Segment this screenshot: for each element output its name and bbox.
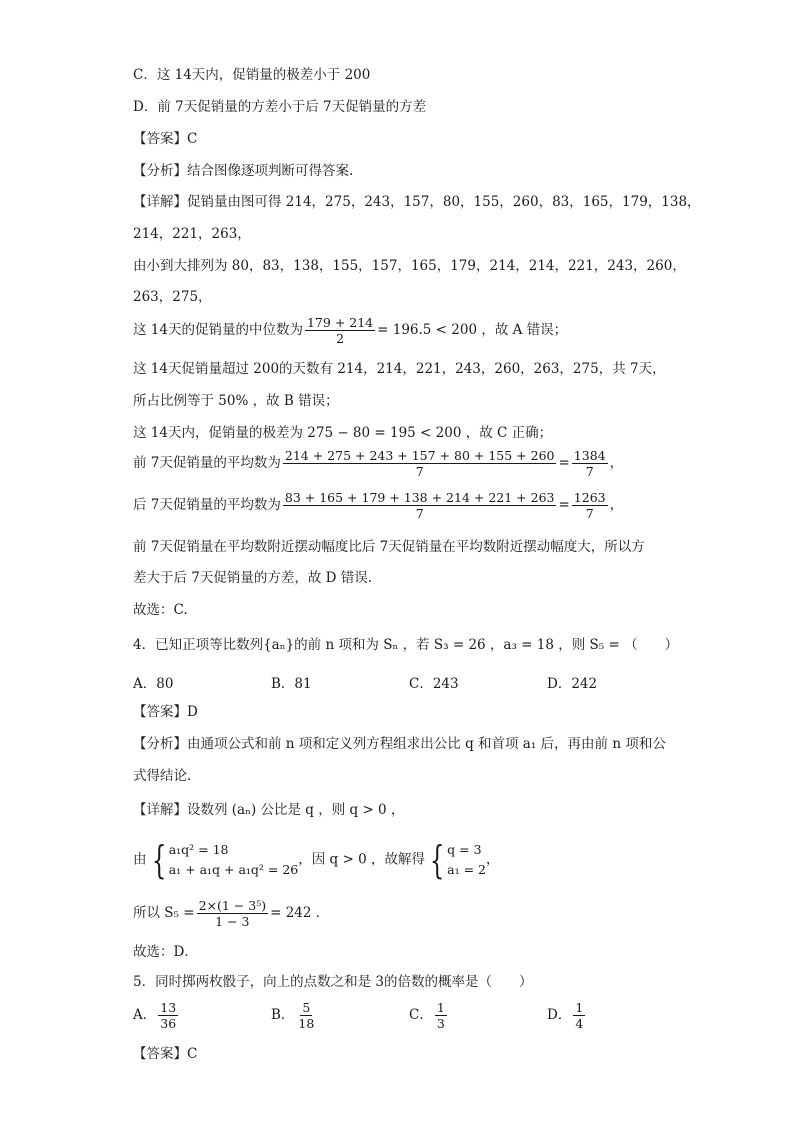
median-denominator: 2 [336, 331, 345, 346]
option-numerator: 1 [436, 1000, 445, 1015]
sum-prefix: 所以 S₅ = [133, 905, 195, 921]
sum-fraction [197, 898, 269, 929]
mean1-denominator: 7 [415, 464, 424, 479]
option-denominator: 4 [575, 1016, 584, 1031]
q4-analysis-line-1 [133, 735, 666, 753]
left-brace: { [429, 838, 445, 882]
option-denominator: 36 [160, 1016, 177, 1031]
mean1-prefix: 前 7天促销量的平均数为 [133, 455, 281, 471]
q3-over-200-line-1: 这 14天促销量超过 200的天数有 214，214，221，243，260，263，275，共 7天， [133, 361, 666, 377]
mean1-fraction [283, 448, 557, 479]
system-row-2: a₁ + a₁q + a₁q² = 26 [168, 862, 299, 877]
q4-analysis-line-2: 式得结论． [133, 768, 201, 784]
option-fraction [158, 1000, 178, 1031]
detail-text: 设数列 (aₙ) 公比是 q ，则 q > 0 ， [187, 802, 405, 818]
detail-tag: 【详解】 [133, 194, 187, 210]
q5-stem: 5．同时掷两枚骰子，向上的点数之和是 3的倍数的概率是（ ） [133, 974, 533, 990]
q4-option-c: C．243 [409, 676, 459, 692]
option-label: A． [133, 1007, 157, 1023]
solution-suffix: ， [486, 851, 500, 868]
q4-option-d: D．242 [547, 676, 598, 692]
q4-choose: 故选：D． [133, 944, 198, 960]
q3-answer [133, 130, 197, 148]
q4-answer [133, 703, 198, 721]
system-prefix: 由 [133, 851, 147, 868]
solution-row-2: a₁ = 2 [447, 862, 487, 877]
q3-range-line: 这 14天内，促销量的极差为 275 − 80 = 195 < 200 ，故 C 正确； [133, 425, 553, 441]
median-suffix: = 196.5 < 200 ，故 A 错误； [377, 322, 568, 338]
answer-tag: 【答案】 [133, 131, 187, 147]
q3-median-line [133, 315, 567, 346]
mean2-result-denominator: 7 [585, 506, 594, 521]
q5-option-a [133, 1000, 180, 1031]
option-label: B． [271, 1007, 295, 1023]
q3-option-c: C．这 14天内，促销量的极差小于 200 [133, 67, 371, 83]
option-fraction [296, 1000, 316, 1031]
mean1-result [572, 448, 608, 479]
mean2-fraction [283, 490, 557, 521]
mean2-result-numerator: 1263 [573, 490, 606, 505]
detail-text: 促销量由图可得 214，275，243，157，80，155，260，83，165，179，138， [187, 194, 701, 210]
answer-value: C [187, 1046, 198, 1062]
q4-option-b: B．81 [271, 676, 312, 692]
q4-sum-line [133, 898, 329, 929]
left-brace: { [151, 838, 166, 882]
sum-denominator: 1 − 3 [215, 914, 250, 929]
q5-answer [133, 1045, 197, 1063]
detail-tag: 【详解】 [133, 802, 187, 818]
mean1-result-numerator: 1384 [573, 448, 606, 463]
q5-option-d [547, 1000, 587, 1031]
system-middle: ，因 q > 0 ，故解得 [298, 851, 425, 868]
analysis-tag: 【分析】 [133, 736, 187, 752]
option-fraction [573, 1000, 585, 1031]
sum-numerator: 2×(1 − 3⁵) [198, 898, 267, 913]
analysis-text: 由通项公式和前 n 项和定义列方程组求出公比 q 和首项 a₁ 后，再由前 n 项和公 [187, 736, 666, 752]
answer-tag: 【答案】 [133, 704, 187, 720]
option-fraction [435, 1000, 447, 1031]
system-row-1: a₁q² = 18 [168, 842, 229, 857]
q3-variance-line-1: 前 7天促销量在平均数附近摆动幅度比后 7天促销量在平均数附近摆动幅度大，所以方 [133, 539, 645, 555]
q5-option-c [409, 1000, 449, 1031]
q3-variance-line-2: 差大于后 7天促销量的方差，故 D 错误. [133, 570, 373, 586]
mean1-numerator: 214 + 275 + 243 + 157 + 80 + 155 + 260 [284, 448, 555, 463]
analysis-text: 结合图像逐项判断可得答案. [187, 163, 354, 179]
option-numerator: 1 [575, 1000, 584, 1015]
analysis-tag: 【分析】 [133, 163, 187, 179]
answer-value: C [187, 131, 198, 147]
median-prefix: 这 14天的促销量的中位数为 [133, 322, 303, 338]
q5-option-b [271, 1000, 318, 1031]
answer-tag: 【答案】 [133, 1046, 187, 1062]
mean1-equals: = [558, 455, 570, 471]
q3-detail-line-1 [133, 193, 701, 211]
q3-detail-line-2: 214，221，263， [133, 226, 251, 242]
mean2-result [572, 490, 608, 521]
option-label: C． [409, 1007, 433, 1023]
option-denominator: 3 [436, 1016, 445, 1031]
q3-sorted-line-1: 由小到大排列为 80，83，138，155，157，165，179，214，214，221，243，260， [133, 258, 686, 274]
q3-mean-last-line [133, 490, 623, 521]
solution-row-1: q = 3 [447, 842, 482, 857]
q3-sorted-line-2: 263，275， [133, 289, 212, 305]
answer-value: D [187, 704, 198, 720]
option-numerator: 5 [302, 1000, 311, 1015]
mean2-prefix: 后 7天促销量的平均数为 [133, 497, 281, 513]
median-fraction [305, 315, 375, 346]
mean1-suffix: ， [609, 455, 624, 471]
solution-system [425, 840, 486, 880]
q3-choose: 故选：C. [133, 602, 188, 618]
mean1-result-denominator: 7 [585, 464, 594, 479]
q3-option-d: D．前 7天促销量的方差小于后 7天促销量的方差 [133, 99, 427, 115]
sum-suffix: = 242 ． [270, 905, 330, 921]
mean2-numerator: 83 + 165 + 179 + 138 + 214 + 221 + 263 [284, 490, 555, 505]
q4-option-a: A．80 [133, 676, 174, 692]
option-numerator: 13 [160, 1000, 177, 1015]
q3-mean-first-line [133, 448, 623, 479]
mean2-equals: = [558, 497, 570, 513]
q3-over-200-line-2: 所占比例等于 50% ，故 B 错误； [133, 393, 339, 409]
q4-system-line [133, 840, 500, 880]
option-label: D． [547, 1007, 572, 1023]
median-numerator: 179 + 214 [306, 315, 374, 330]
equation-system [147, 840, 299, 880]
option-denominator: 18 [298, 1016, 315, 1031]
mean2-suffix: ， [609, 497, 624, 513]
q4-detail-line-1 [133, 801, 404, 819]
mean2-denominator: 7 [415, 506, 424, 521]
q4-stem: 4．已知正项等比数列{aₙ}的前 n 项和为 Sₙ ，若 S₃ = 26 ，a₃ = 18 ，则 S₅ = （ ） [133, 637, 679, 653]
q3-analysis [133, 162, 353, 180]
